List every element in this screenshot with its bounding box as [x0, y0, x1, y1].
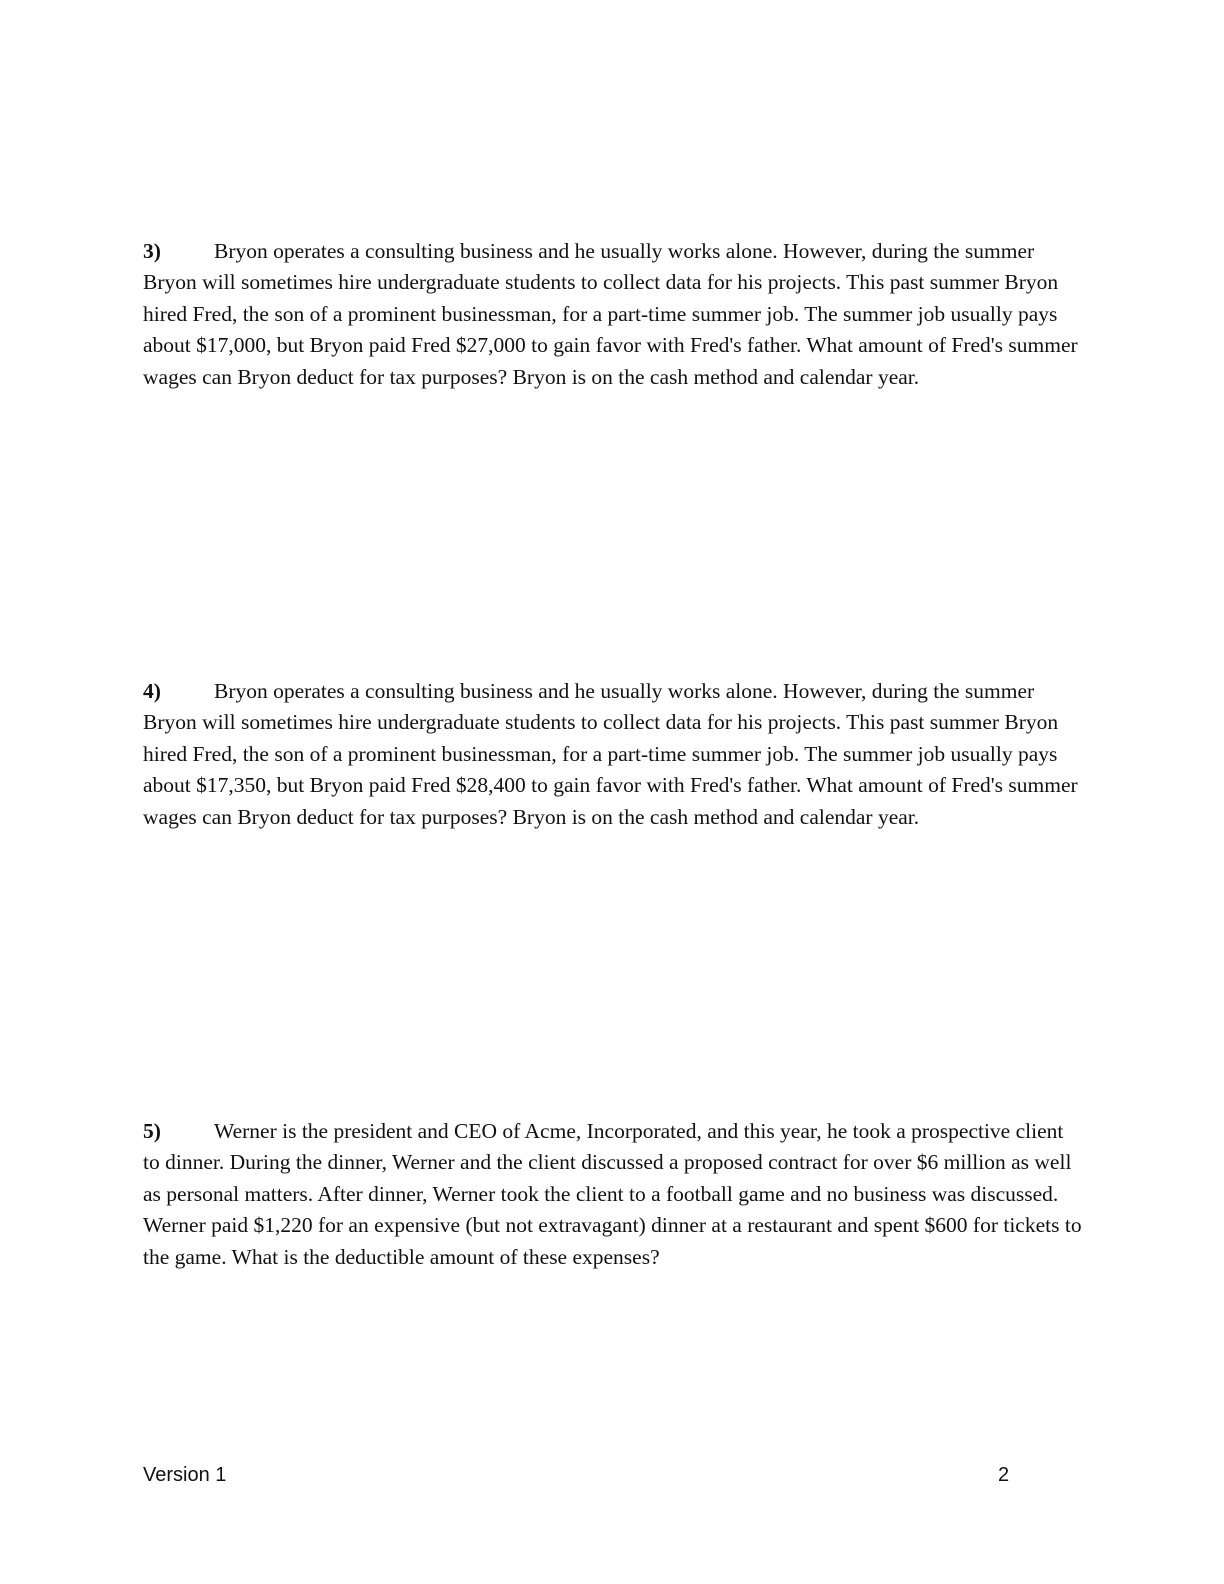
question-text: Werner is the president and CEO of Acme, Incorporated, and this year, he took a prospective client to dinner. During the dinner, Werner and the client discussed a proposed contract for over $6 million as well as personal matters. After dinner, Werner took the client to a football game and no business was discussed. Werner paid $1,220 for an expensive (but not extravagant) dinner at a restaurant and spent $600 for tickets to the game. What is the deductible amount of these expenses? [143, 1119, 1082, 1269]
question-3 [143, 236, 1083, 393]
question-number: 5) [143, 1119, 161, 1143]
footer-version: Version 1 [143, 1464, 227, 1486]
question-number: 4) [143, 679, 161, 703]
question-text: Bryon operates a consulting business and he usually works alone. However, during the summer Bryon will sometimes hire undergraduate students to collect data for his projects. This past summer Bryon hired Fred, the son of a prominent businessman, for a part-time summer job. The summer job usually pays about $17,350, but Bryon paid Fred $28,400 to gain favor with Fred's father. What amount of Fred's summer wages can Bryon deduct for tax purposes? Bryon is on the cash method and calendar year. [143, 679, 1078, 829]
question-4 [143, 676, 1083, 833]
question-text: Bryon operates a consulting business and he usually works alone. However, during the summer Bryon will sometimes hire undergraduate students to collect data for his projects. This past summer Bryon hired Fred, the son of a prominent businessman, for a part-time summer job. The summer job usually pays about $17,000, but Bryon paid Fred $27,000 to gain favor with Fred's father. What amount of Fred's summer wages can Bryon deduct for tax purposes? Bryon is on the cash method and calendar year. [143, 239, 1078, 389]
question-5 [143, 1116, 1083, 1273]
question-number: 3) [143, 239, 161, 263]
footer-page-number: 2 [998, 1464, 1010, 1486]
